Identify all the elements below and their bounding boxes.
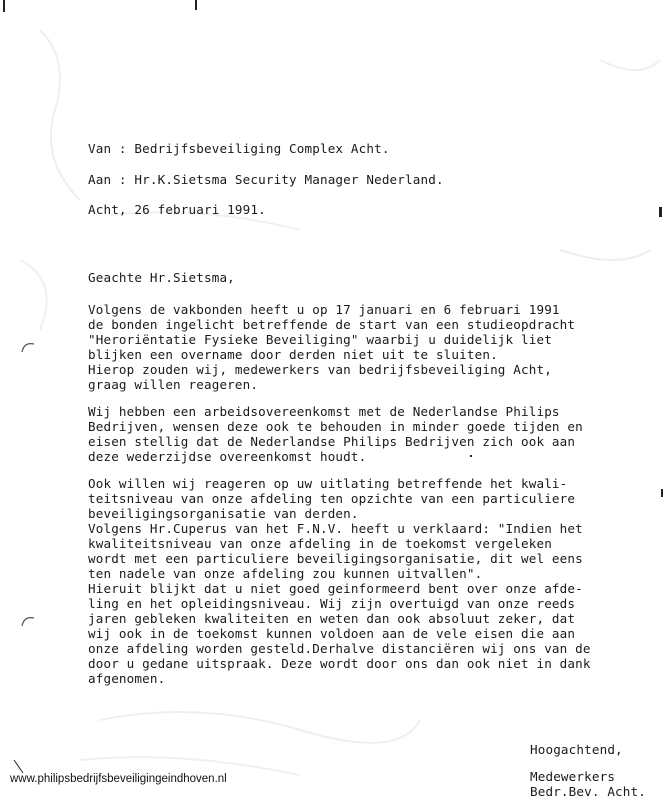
paragraph-line: eisen stellig dat de Nederlandse Philips Bedrijven zich ook aan [88, 434, 576, 449]
paragraph-line: wij ook in de toekomst kunnen voldoen aan de vele eisen die aan [88, 626, 576, 641]
paragraph-line: door u gedane uitspraak. Deze wordt door ons dan ook niet in dank [88, 656, 591, 671]
paragraph-line: Ook willen wij reageren op uw uitlating betreffende het kwali- [88, 476, 568, 491]
paragraph-line: onze afdeling worden gesteld.Derhalve distanciëren wij ons van de [88, 641, 591, 656]
paragraph-line: wordt met een particuliere beveiligingsorganisatie, dit wel eens [88, 551, 583, 566]
salutation: Geachte Hr.Sietsma, [88, 270, 235, 285]
binder-hole-mark-icon [20, 614, 36, 630]
letter-to: Aan : Hr.K.Sietsma Security Manager Nederland. [88, 172, 444, 187]
signature-line: Bedr.Bev. Acht. [530, 784, 646, 799]
binder-hole-mark-icon [20, 340, 36, 356]
stray-dot [470, 455, 472, 457]
paragraph-line: afgenomen. [88, 671, 166, 686]
paragraph-line: ling en het opleidingsniveau. Wij zijn overtuigd van onze reeds [88, 596, 576, 611]
scan-mark-right-lower [661, 489, 663, 497]
paragraph-line: Hierop zouden wij, medewerkers van bedrijfsbeveiliging Acht, [88, 362, 552, 377]
paragraph-line: Bedrijven, wensen deze ook te behouden in minder goede tijden en [88, 419, 583, 434]
website-watermark: www.philipsbedrijfsbeveiligingeindhoven.nl [10, 773, 227, 785]
scan-mark-top [195, 0, 197, 10]
letter-from: Van : Bedrijfsbeveiliging Complex Acht. [88, 141, 390, 156]
paragraph-line: jaren gebleken kwaliteiten en weten dan ook absoluut zeker, dat [88, 611, 576, 626]
paragraph-line: deze wederzijdse overeenkomst houdt. [88, 449, 367, 464]
paragraph-line: kwaliteitsniveau van onze afdeling in de toekomst vergeleken [88, 536, 552, 551]
paragraph-line: Volgens Hr.Cuperus van het F.N.V. heeft u verklaard: "Indien het [88, 521, 583, 536]
signature-line: Medewerkers [530, 769, 616, 784]
paragraph-line: "Heroriëntatie Fysieke Beveiliging" waarbij u duidelijk liet [88, 332, 552, 347]
paragraph-line: beveiligingsorganisatie van derden. [88, 506, 359, 521]
paragraph-line: Hieruit blijkt dat u niet goed geinformeerd bent over onze afde- [88, 581, 583, 596]
scan-mark-top-left [3, 0, 5, 12]
closing: Hoogachtend, [530, 742, 623, 757]
paragraph-line: blijken een overname door derden niet uit te sluiten. [88, 347, 498, 362]
paragraph-line: de bonden ingelicht betreffende de start van een studieopdracht [88, 317, 576, 332]
paragraph-line: ten nadele van onze afdeling zou kunnen uitvallen". [88, 566, 483, 581]
paragraph-line: Volgens de vakbonden heeft u op 17 januari en 6 februari 1991 [88, 302, 560, 317]
paragraph-line: Wij hebben een arbeidsovereenkomst met de Nederlandse Philips [88, 404, 560, 419]
paragraph-line: teitsniveau van onze afdeling ten opzichte van een particuliere [88, 491, 576, 506]
letter-date: Acht, 26 februari 1991. [88, 202, 266, 217]
scan-mark-right [659, 207, 662, 217]
paragraph-line: graag willen reageren. [88, 377, 259, 392]
